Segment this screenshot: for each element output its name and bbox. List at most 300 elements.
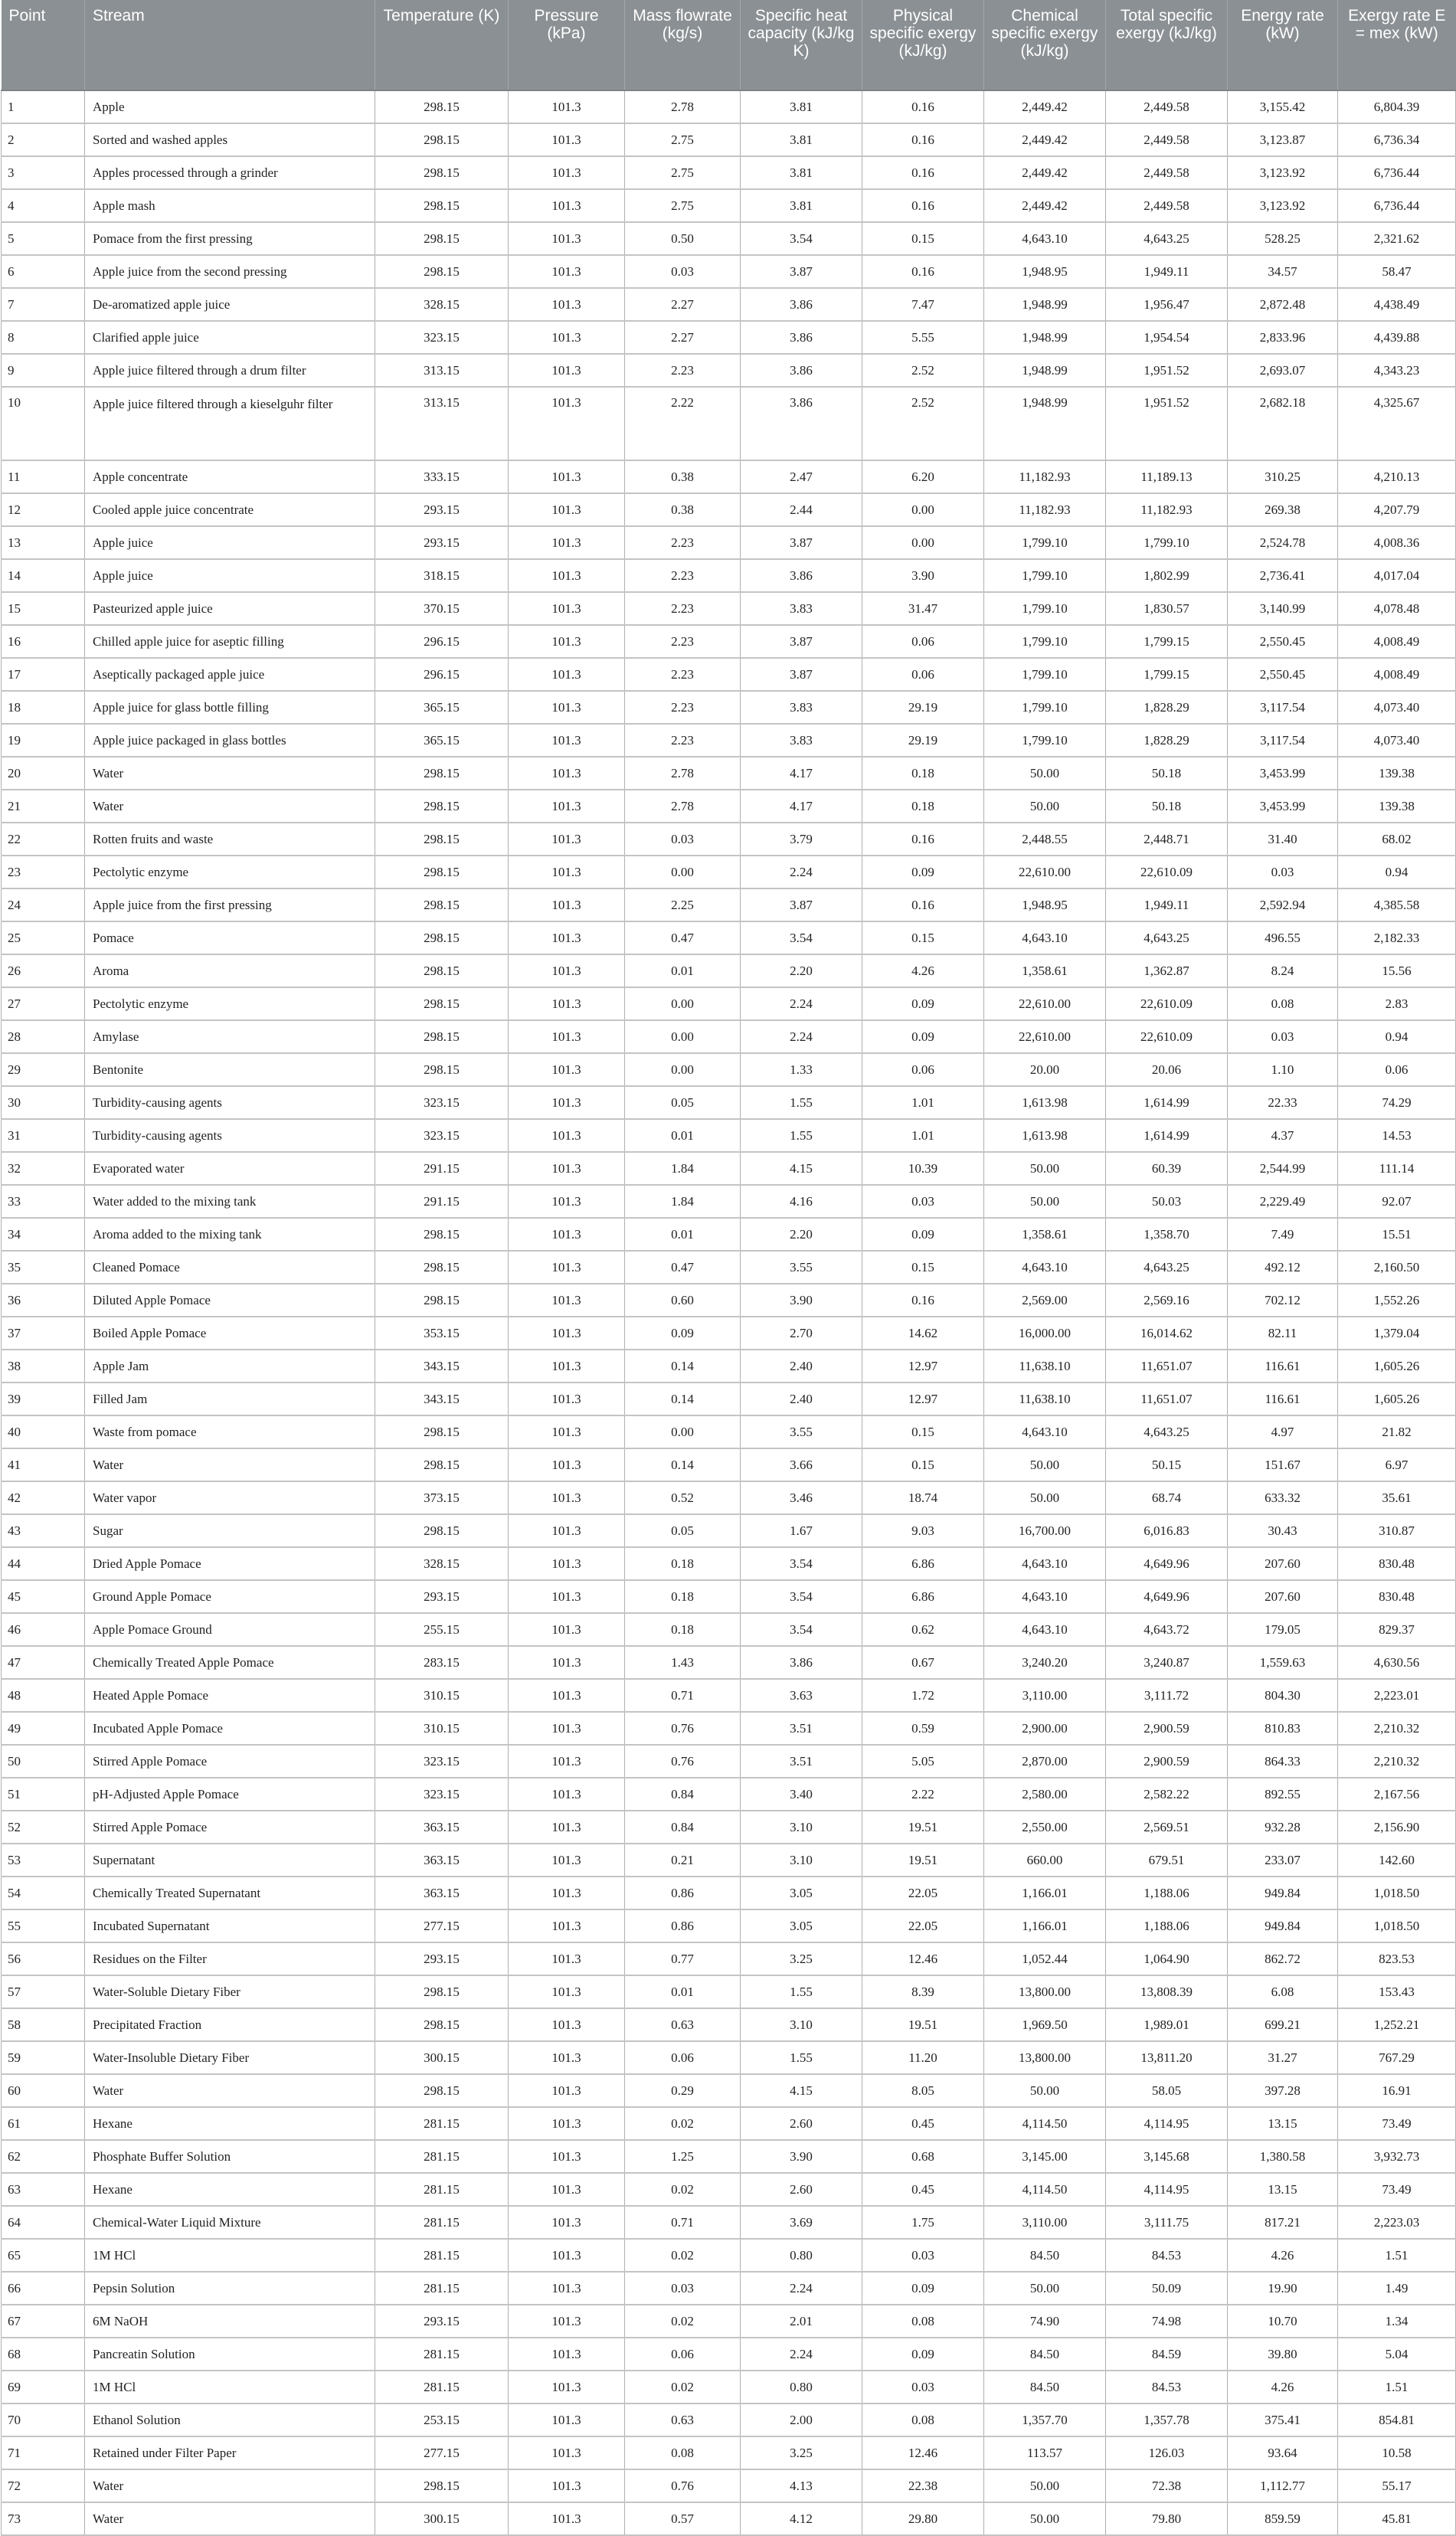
cell-temperature: 281.15 xyxy=(375,2173,509,2206)
cell-stream: Heated Apple Pomace xyxy=(85,1679,375,1712)
cell-chemical-specific-exergy: 11,638.10 xyxy=(984,1350,1106,1383)
cell-specific-heat-capacity: 2.70 xyxy=(741,1317,862,1350)
cell-pressure: 101.3 xyxy=(509,2173,625,2206)
cell-exergy-rate: 2,156.90 xyxy=(1338,1811,1456,1844)
cell-chemical-specific-exergy: 4,643.10 xyxy=(984,1547,1106,1580)
cell-chemical-specific-exergy: 4,114.50 xyxy=(984,2173,1106,2206)
table-row xyxy=(2,2338,1456,2371)
cell-temperature: 323.15 xyxy=(375,321,509,354)
cell-temperature: 293.15 xyxy=(375,1942,509,1975)
cell-pressure: 101.3 xyxy=(509,2403,625,2436)
cell-pressure: 101.3 xyxy=(509,2502,625,2535)
cell-total-specific-exergy: 679.51 xyxy=(1106,1844,1228,1877)
cell-physical-specific-exergy: 6.20 xyxy=(862,460,984,493)
cell-energy-rate: 3,140.99 xyxy=(1228,592,1338,625)
cell-pressure: 101.3 xyxy=(509,1053,625,1086)
cell-total-specific-exergy: 1,362.87 xyxy=(1106,954,1228,987)
cell-physical-specific-exergy: 7.47 xyxy=(862,288,984,321)
cell-pressure: 101.3 xyxy=(509,2436,625,2469)
cell-stream: Clarified apple juice xyxy=(85,321,375,354)
cell-point: 45 xyxy=(2,1580,85,1613)
cell-pressure: 101.3 xyxy=(509,156,625,189)
cell-total-specific-exergy: 2,449.58 xyxy=(1106,90,1228,123)
cell-specific-heat-capacity: 1.67 xyxy=(741,1514,862,1547)
cell-physical-specific-exergy: 22.38 xyxy=(862,2469,984,2502)
cell-physical-specific-exergy: 5.05 xyxy=(862,1745,984,1778)
cell-total-specific-exergy: 11,651.07 xyxy=(1106,1350,1228,1383)
cell-point: 2 xyxy=(2,123,85,156)
cell-mass-flowrate: 0.02 xyxy=(625,2371,741,2403)
cell-mass-flowrate: 2.75 xyxy=(625,156,741,189)
cell-pressure: 101.3 xyxy=(509,1251,625,1284)
cell-stream: Chemically Treated Apple Pomace xyxy=(85,1646,375,1679)
table-row xyxy=(2,2173,1456,2206)
cell-point: 71 xyxy=(2,2436,85,2469)
cell-stream: Apple juice from the first pressing xyxy=(85,888,375,921)
cell-stream: Aroma added to the mixing tank xyxy=(85,1218,375,1251)
cell-temperature: 283.15 xyxy=(375,1646,509,1679)
cell-physical-specific-exergy: 8.05 xyxy=(862,2074,984,2107)
cell-mass-flowrate: 2.78 xyxy=(625,90,741,123)
cell-chemical-specific-exergy: 1,799.10 xyxy=(984,526,1106,559)
cell-specific-heat-capacity: 3.54 xyxy=(741,921,862,954)
cell-stream: Apple juice for glass bottle filling xyxy=(85,691,375,724)
cell-total-specific-exergy: 1,064.90 xyxy=(1106,1942,1228,1975)
cell-physical-specific-exergy: 0.15 xyxy=(862,1415,984,1448)
cell-specific-heat-capacity: 3.05 xyxy=(741,1909,862,1942)
cell-physical-specific-exergy: 19.51 xyxy=(862,2008,984,2041)
cell-point: 60 xyxy=(2,2074,85,2107)
table-row xyxy=(2,1448,1456,1481)
cell-energy-rate: 528.25 xyxy=(1228,222,1338,255)
cell-specific-heat-capacity: 3.90 xyxy=(741,2140,862,2173)
table-row xyxy=(2,2469,1456,2502)
cell-exergy-rate: 0.06 xyxy=(1338,1053,1456,1086)
cell-temperature: 296.15 xyxy=(375,625,509,658)
cell-chemical-specific-exergy: 13,800.00 xyxy=(984,1975,1106,2008)
cell-specific-heat-capacity: 4.17 xyxy=(741,790,862,823)
cell-pressure: 101.3 xyxy=(509,2239,625,2272)
cell-exergy-rate: 92.07 xyxy=(1338,1185,1456,1218)
cell-energy-rate: 932.28 xyxy=(1228,1811,1338,1844)
cell-total-specific-exergy: 2,449.58 xyxy=(1106,123,1228,156)
cell-specific-heat-capacity: 3.81 xyxy=(741,189,862,222)
header-chemical-specific-exergy: Chemical specific exergy (kJ/kg) xyxy=(984,0,1106,90)
cell-mass-flowrate: 0.01 xyxy=(625,1218,741,1251)
cell-pressure: 101.3 xyxy=(509,1350,625,1383)
cell-chemical-specific-exergy: 4,643.10 xyxy=(984,1415,1106,1448)
cell-mass-flowrate: 0.01 xyxy=(625,1119,741,1152)
table-row xyxy=(2,691,1456,724)
table-row xyxy=(2,757,1456,790)
cell-mass-flowrate: 0.02 xyxy=(625,2107,741,2140)
cell-temperature: 293.15 xyxy=(375,1580,509,1613)
cell-stream: Precipitated Fraction xyxy=(85,2008,375,2041)
cell-energy-rate: 2,833.96 xyxy=(1228,321,1338,354)
cell-chemical-specific-exergy: 3,110.00 xyxy=(984,2206,1106,2239)
cell-chemical-specific-exergy: 4,643.10 xyxy=(984,1251,1106,1284)
cell-point: 70 xyxy=(2,2403,85,2436)
cell-stream: Water added to the mixing tank xyxy=(85,1185,375,1218)
cell-physical-specific-exergy: 12.46 xyxy=(862,1942,984,1975)
cell-total-specific-exergy: 2,569.51 xyxy=(1106,1811,1228,1844)
cell-total-specific-exergy: 2,569.16 xyxy=(1106,1284,1228,1317)
cell-temperature: 281.15 xyxy=(375,2338,509,2371)
cell-stream: Chemically Treated Supernatant xyxy=(85,1877,375,1909)
cell-mass-flowrate: 0.00 xyxy=(625,1020,741,1053)
cell-temperature: 298.15 xyxy=(375,823,509,856)
cell-exergy-rate: 830.48 xyxy=(1338,1547,1456,1580)
cell-chemical-specific-exergy: 2,900.00 xyxy=(984,1712,1106,1745)
cell-point: 13 xyxy=(2,526,85,559)
cell-energy-rate: 0.08 xyxy=(1228,987,1338,1020)
cell-physical-specific-exergy: 0.16 xyxy=(862,1284,984,1317)
cell-exergy-rate: 58.47 xyxy=(1338,255,1456,288)
cell-chemical-specific-exergy: 1,969.50 xyxy=(984,2008,1106,2041)
stream-exergy-table xyxy=(1,0,1456,2536)
cell-chemical-specific-exergy: 50.00 xyxy=(984,1448,1106,1481)
cell-physical-specific-exergy: 0.45 xyxy=(862,2107,984,2140)
cell-exergy-rate: 4,207.79 xyxy=(1338,493,1456,526)
cell-total-specific-exergy: 4,643.25 xyxy=(1106,921,1228,954)
cell-temperature: 298.15 xyxy=(375,1020,509,1053)
cell-temperature: 298.15 xyxy=(375,189,509,222)
table-row xyxy=(2,2008,1456,2041)
table-row xyxy=(2,2107,1456,2140)
cell-exergy-rate: 4,210.13 xyxy=(1338,460,1456,493)
cell-stream: Water xyxy=(85,790,375,823)
cell-temperature: 298.15 xyxy=(375,1251,509,1284)
cell-physical-specific-exergy: 0.18 xyxy=(862,790,984,823)
cell-energy-rate: 30.43 xyxy=(1228,1514,1338,1547)
cell-physical-specific-exergy: 0.15 xyxy=(862,1448,984,1481)
cell-total-specific-exergy: 22,610.09 xyxy=(1106,1020,1228,1053)
cell-point: 68 xyxy=(2,2338,85,2371)
cell-exergy-rate: 310.87 xyxy=(1338,1514,1456,1547)
cell-exergy-rate: 6.97 xyxy=(1338,1448,1456,1481)
cell-mass-flowrate: 0.50 xyxy=(625,222,741,255)
cell-exergy-rate: 2,167.56 xyxy=(1338,1778,1456,1811)
cell-exergy-rate: 4,008.49 xyxy=(1338,658,1456,691)
cell-physical-specific-exergy: 29.80 xyxy=(862,2502,984,2535)
cell-pressure: 101.3 xyxy=(509,321,625,354)
cell-exergy-rate: 6,804.39 xyxy=(1338,90,1456,123)
cell-point: 16 xyxy=(2,625,85,658)
cell-exergy-rate: 111.14 xyxy=(1338,1152,1456,1185)
cell-physical-specific-exergy: 9.03 xyxy=(862,1514,984,1547)
cell-stream: Water xyxy=(85,757,375,790)
cell-point: 33 xyxy=(2,1185,85,1218)
cell-chemical-specific-exergy: 84.50 xyxy=(984,2239,1106,2272)
cell-point: 44 xyxy=(2,1547,85,1580)
cell-total-specific-exergy: 84.53 xyxy=(1106,2239,1228,2272)
table-row xyxy=(2,2272,1456,2305)
cell-total-specific-exergy: 4,643.25 xyxy=(1106,222,1228,255)
cell-stream: Apple concentrate xyxy=(85,460,375,493)
cell-mass-flowrate: 2.23 xyxy=(625,658,741,691)
cell-temperature: 296.15 xyxy=(375,658,509,691)
cell-physical-specific-exergy: 0.16 xyxy=(862,823,984,856)
cell-energy-rate: 810.83 xyxy=(1228,1712,1338,1745)
cell-energy-rate: 269.38 xyxy=(1228,493,1338,526)
table-row xyxy=(2,1284,1456,1317)
cell-pressure: 101.3 xyxy=(509,354,625,387)
cell-chemical-specific-exergy: 13,800.00 xyxy=(984,2041,1106,2074)
cell-pressure: 101.3 xyxy=(509,1119,625,1152)
cell-physical-specific-exergy: 0.06 xyxy=(862,658,984,691)
cell-total-specific-exergy: 11,651.07 xyxy=(1106,1383,1228,1415)
cell-specific-heat-capacity: 3.10 xyxy=(741,1811,862,1844)
cell-mass-flowrate: 0.14 xyxy=(625,1448,741,1481)
cell-point: 8 xyxy=(2,321,85,354)
table-row xyxy=(2,1811,1456,1844)
cell-physical-specific-exergy: 0.06 xyxy=(862,625,984,658)
cell-specific-heat-capacity: 3.10 xyxy=(741,2008,862,2041)
cell-total-specific-exergy: 79.80 xyxy=(1106,2502,1228,2535)
cell-stream: Water vapor xyxy=(85,1481,375,1514)
cell-mass-flowrate: 0.14 xyxy=(625,1383,741,1415)
cell-exergy-rate: 4,439.88 xyxy=(1338,321,1456,354)
cell-chemical-specific-exergy: 11,182.93 xyxy=(984,460,1106,493)
cell-temperature: 300.15 xyxy=(375,2041,509,2074)
cell-chemical-specific-exergy: 50.00 xyxy=(984,790,1106,823)
cell-total-specific-exergy: 20.06 xyxy=(1106,1053,1228,1086)
cell-temperature: 363.15 xyxy=(375,1811,509,1844)
cell-physical-specific-exergy: 1.75 xyxy=(862,2206,984,2239)
cell-pressure: 101.3 xyxy=(509,2074,625,2107)
cell-mass-flowrate: 2.75 xyxy=(625,189,741,222)
cell-exergy-rate: 2,321.62 xyxy=(1338,222,1456,255)
cell-pressure: 101.3 xyxy=(509,1218,625,1251)
cell-temperature: 328.15 xyxy=(375,1547,509,1580)
cell-chemical-specific-exergy: 50.00 xyxy=(984,1152,1106,1185)
cell-stream: Dried Apple Pomace xyxy=(85,1547,375,1580)
cell-specific-heat-capacity: 3.40 xyxy=(741,1778,862,1811)
cell-chemical-specific-exergy: 1,799.10 xyxy=(984,691,1106,724)
table-row xyxy=(2,2041,1456,2074)
cell-stream: 1M HCl xyxy=(85,2239,375,2272)
cell-pressure: 101.3 xyxy=(509,387,625,460)
cell-chemical-specific-exergy: 1,799.10 xyxy=(984,625,1106,658)
cell-exergy-rate: 1.49 xyxy=(1338,2272,1456,2305)
cell-exergy-rate: 55.17 xyxy=(1338,2469,1456,2502)
cell-pressure: 101.3 xyxy=(509,1383,625,1415)
cell-exergy-rate: 4,343.23 xyxy=(1338,354,1456,387)
cell-stream: Turbidity-causing agents xyxy=(85,1086,375,1119)
cell-mass-flowrate: 0.76 xyxy=(625,1712,741,1745)
cell-point: 5 xyxy=(2,222,85,255)
cell-energy-rate: 4.26 xyxy=(1228,2371,1338,2403)
cell-pressure: 101.3 xyxy=(509,691,625,724)
cell-total-specific-exergy: 1,188.06 xyxy=(1106,1909,1228,1942)
cell-specific-heat-capacity: 3.86 xyxy=(741,288,862,321)
cell-pressure: 101.3 xyxy=(509,856,625,888)
cell-stream: Pancreatin Solution xyxy=(85,2338,375,2371)
table-row xyxy=(2,2074,1456,2107)
cell-stream: Apple juice xyxy=(85,526,375,559)
cell-exergy-rate: 1,605.26 xyxy=(1338,1383,1456,1415)
cell-mass-flowrate: 0.09 xyxy=(625,1317,741,1350)
table-row xyxy=(2,1975,1456,2008)
cell-total-specific-exergy: 1,799.15 xyxy=(1106,625,1228,658)
cell-physical-specific-exergy: 0.00 xyxy=(862,526,984,559)
cell-energy-rate: 2,550.45 xyxy=(1228,658,1338,691)
cell-specific-heat-capacity: 1.33 xyxy=(741,1053,862,1086)
cell-pressure: 101.3 xyxy=(509,823,625,856)
cell-mass-flowrate: 2.27 xyxy=(625,288,741,321)
table-row xyxy=(2,1712,1456,1745)
cell-temperature: 300.15 xyxy=(375,2502,509,2535)
cell-point: 4 xyxy=(2,189,85,222)
cell-stream: De-aromatized apple juice xyxy=(85,288,375,321)
table-row xyxy=(2,1514,1456,1547)
cell-temperature: 298.15 xyxy=(375,856,509,888)
cell-total-specific-exergy: 50.03 xyxy=(1106,1185,1228,1218)
cell-mass-flowrate: 0.03 xyxy=(625,823,741,856)
cell-chemical-specific-exergy: 3,145.00 xyxy=(984,2140,1106,2173)
header-row xyxy=(2,0,1456,90)
cell-point: 62 xyxy=(2,2140,85,2173)
cell-energy-rate: 2,550.45 xyxy=(1228,625,1338,658)
cell-exergy-rate: 73.49 xyxy=(1338,2173,1456,2206)
cell-physical-specific-exergy: 12.97 xyxy=(862,1383,984,1415)
cell-temperature: 310.15 xyxy=(375,1679,509,1712)
cell-stream: Chemical-Water Liquid Mixture xyxy=(85,2206,375,2239)
table-row xyxy=(2,2206,1456,2239)
cell-exergy-rate: 4,438.49 xyxy=(1338,288,1456,321)
cell-physical-specific-exergy: 0.62 xyxy=(862,1613,984,1646)
cell-exergy-rate: 15.56 xyxy=(1338,954,1456,987)
cell-mass-flowrate: 0.02 xyxy=(625,2305,741,2338)
cell-chemical-specific-exergy: 2,449.42 xyxy=(984,123,1106,156)
cell-energy-rate: 3,155.42 xyxy=(1228,90,1338,123)
cell-total-specific-exergy: 50.09 xyxy=(1106,2272,1228,2305)
cell-point: 35 xyxy=(2,1251,85,1284)
cell-mass-flowrate: 0.02 xyxy=(625,2239,741,2272)
cell-specific-heat-capacity: 3.87 xyxy=(741,888,862,921)
cell-temperature: 323.15 xyxy=(375,1745,509,1778)
cell-point: 42 xyxy=(2,1481,85,1514)
cell-physical-specific-exergy: 0.15 xyxy=(862,222,984,255)
cell-point: 52 xyxy=(2,1811,85,1844)
cell-mass-flowrate: 0.06 xyxy=(625,2338,741,2371)
cell-specific-heat-capacity: 3.86 xyxy=(741,354,862,387)
table-row xyxy=(2,2239,1456,2272)
cell-mass-flowrate: 0.00 xyxy=(625,1415,741,1448)
cell-total-specific-exergy: 1,951.52 xyxy=(1106,354,1228,387)
cell-point: 28 xyxy=(2,1020,85,1053)
cell-pressure: 101.3 xyxy=(509,1415,625,1448)
cell-stream: Water-Insoluble Dietary Fiber xyxy=(85,2041,375,2074)
cell-specific-heat-capacity: 2.24 xyxy=(741,856,862,888)
cell-point: 67 xyxy=(2,2305,85,2338)
cell-energy-rate: 1,559.63 xyxy=(1228,1646,1338,1679)
cell-total-specific-exergy: 1,989.01 xyxy=(1106,2008,1228,2041)
cell-chemical-specific-exergy: 1,166.01 xyxy=(984,1909,1106,1942)
cell-mass-flowrate: 0.01 xyxy=(625,1975,741,2008)
cell-total-specific-exergy: 4,643.25 xyxy=(1106,1251,1228,1284)
cell-point: 66 xyxy=(2,2272,85,2305)
cell-pressure: 101.3 xyxy=(509,1712,625,1745)
cell-total-specific-exergy: 2,900.59 xyxy=(1106,1745,1228,1778)
cell-pressure: 101.3 xyxy=(509,2041,625,2074)
cell-physical-specific-exergy: 2.22 xyxy=(862,1778,984,1811)
cell-chemical-specific-exergy: 22,610.00 xyxy=(984,987,1106,1020)
cell-stream: Filled Jam xyxy=(85,1383,375,1415)
cell-stream: Phosphate Buffer Solution xyxy=(85,2140,375,2173)
cell-specific-heat-capacity: 2.24 xyxy=(741,2272,862,2305)
cell-pressure: 101.3 xyxy=(509,2140,625,2173)
cell-chemical-specific-exergy: 16,700.00 xyxy=(984,1514,1106,1547)
cell-point: 18 xyxy=(2,691,85,724)
cell-exergy-rate: 4,008.49 xyxy=(1338,625,1456,658)
cell-total-specific-exergy: 2,582.22 xyxy=(1106,1778,1228,1811)
cell-pressure: 101.3 xyxy=(509,2107,625,2140)
cell-point: 15 xyxy=(2,592,85,625)
cell-energy-rate: 702.12 xyxy=(1228,1284,1338,1317)
cell-stream: Apple juice from the second pressing xyxy=(85,255,375,288)
cell-total-specific-exergy: 4,649.96 xyxy=(1106,1580,1228,1613)
cell-total-specific-exergy: 3,145.68 xyxy=(1106,2140,1228,2173)
cell-point: 37 xyxy=(2,1317,85,1350)
cell-chemical-specific-exergy: 113.57 xyxy=(984,2436,1106,2469)
cell-energy-rate: 4.26 xyxy=(1228,2239,1338,2272)
cell-exergy-rate: 74.29 xyxy=(1338,1086,1456,1119)
cell-point: 23 xyxy=(2,856,85,888)
cell-exergy-rate: 0.94 xyxy=(1338,1020,1456,1053)
cell-mass-flowrate: 2.25 xyxy=(625,888,741,921)
cell-energy-rate: 310.25 xyxy=(1228,460,1338,493)
cell-mass-flowrate: 1.25 xyxy=(625,2140,741,2173)
cell-total-specific-exergy: 2,448.71 xyxy=(1106,823,1228,856)
cell-energy-rate: 3,117.54 xyxy=(1228,724,1338,757)
cell-specific-heat-capacity: 1.55 xyxy=(741,1119,862,1152)
cell-mass-flowrate: 0.38 xyxy=(625,460,741,493)
cell-total-specific-exergy: 1,951.52 xyxy=(1106,387,1228,460)
cell-total-specific-exergy: 72.38 xyxy=(1106,2469,1228,2502)
cell-energy-rate: 0.03 xyxy=(1228,856,1338,888)
cell-specific-heat-capacity: 3.66 xyxy=(741,1448,862,1481)
cell-specific-heat-capacity: 1.55 xyxy=(741,1975,862,2008)
cell-stream: Cooled apple juice concentrate xyxy=(85,493,375,526)
cell-physical-specific-exergy: 0.09 xyxy=(862,2272,984,2305)
cell-temperature: 298.15 xyxy=(375,954,509,987)
cell-pressure: 101.3 xyxy=(509,255,625,288)
cell-specific-heat-capacity: 3.25 xyxy=(741,2436,862,2469)
cell-mass-flowrate: 0.47 xyxy=(625,921,741,954)
cell-exergy-rate: 0.94 xyxy=(1338,856,1456,888)
cell-pressure: 101.3 xyxy=(509,1778,625,1811)
cell-mass-flowrate: 0.14 xyxy=(625,1350,741,1383)
table-row xyxy=(2,460,1456,493)
cell-temperature: 277.15 xyxy=(375,1909,509,1942)
table-row xyxy=(2,1547,1456,1580)
cell-stream: Incubated Apple Pomace xyxy=(85,1712,375,1745)
cell-temperature: 298.15 xyxy=(375,222,509,255)
cell-exergy-rate: 6,736.44 xyxy=(1338,156,1456,189)
cell-temperature: 298.15 xyxy=(375,1415,509,1448)
cell-specific-heat-capacity: 2.40 xyxy=(741,1350,862,1383)
cell-point: 57 xyxy=(2,1975,85,2008)
cell-chemical-specific-exergy: 1,613.98 xyxy=(984,1119,1106,1152)
cell-pressure: 101.3 xyxy=(509,1811,625,1844)
cell-point: 31 xyxy=(2,1119,85,1152)
cell-chemical-specific-exergy: 2,870.00 xyxy=(984,1745,1106,1778)
cell-specific-heat-capacity: 3.87 xyxy=(741,658,862,691)
cell-total-specific-exergy: 50.18 xyxy=(1106,790,1228,823)
cell-temperature: 277.15 xyxy=(375,2436,509,2469)
cell-exergy-rate: 6,736.34 xyxy=(1338,123,1456,156)
